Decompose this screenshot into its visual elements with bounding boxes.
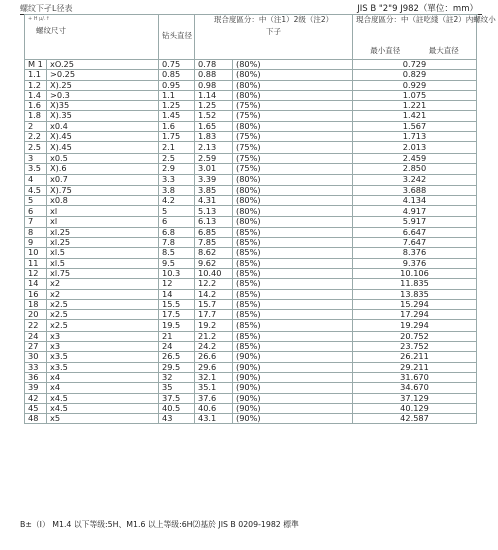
minor-min-cell: 2.850 [353, 163, 477, 174]
thread-size-cell: 24 [25, 331, 47, 341]
engagement-percent-cell: (75%) [233, 111, 353, 121]
reference-diameter-cell: 12.2 [195, 279, 233, 289]
table-row [25, 372, 477, 382]
minor-min-label: 最小直径 [370, 46, 401, 56]
table-row [25, 289, 477, 299]
thread-pitch-cell: X).45 [47, 142, 159, 153]
reference-diameter-cell: 6.85 [195, 227, 233, 237]
thread-size-label: 螺纹尺寸 [36, 26, 66, 36]
thread-pitch-cell: x0.7 [47, 175, 159, 185]
thread-pitch-cell: xl [47, 206, 159, 217]
drill-diameter-cell: 1.25 [159, 101, 195, 111]
table-row [25, 238, 477, 248]
thread-pitch-cell: X).75 [47, 185, 159, 195]
drill-diameter-cell: 40.5 [159, 403, 195, 413]
reference-diameter-cell: 1.65 [195, 121, 233, 131]
table-row [25, 101, 477, 111]
thread-pitch-cell: X).35 [47, 111, 159, 121]
engagement-percent-cell: (85%) [233, 342, 353, 352]
table-row [25, 342, 477, 352]
drill-diameter-cell: 1.6 [159, 121, 195, 131]
drill-diameter-cell: 3.3 [159, 175, 195, 185]
drill-diameter-cell: 1.75 [159, 132, 195, 142]
table-header-row [25, 15, 477, 60]
engagement-percent-cell: (80%) [233, 175, 353, 185]
minor-min-cell: 2.459 [353, 153, 477, 163]
reference-diameter-cell: 9.62 [195, 258, 233, 268]
engagement-percent-cell: (85%) [233, 331, 353, 341]
thread-size-cell: 7 [25, 217, 47, 227]
thread-size-cell: 33 [25, 362, 47, 372]
table-body [25, 60, 477, 424]
table-row [25, 352, 477, 362]
minor-min-cell: 42.587 [353, 414, 477, 424]
table-row [25, 299, 477, 309]
table-row [25, 60, 477, 70]
drill-diameter-cell: 2.9 [159, 163, 195, 174]
reference-diameter-cell: 3.85 [195, 185, 233, 195]
engagement-percent-cell: (75%) [233, 142, 353, 153]
engagement-percent-cell: (85%) [233, 268, 353, 278]
drill-diameter-cell: 6.8 [159, 227, 195, 237]
drill-diameter-cell: 0.75 [159, 60, 195, 70]
drill-diameter-cell: 12 [159, 279, 195, 289]
table-row [25, 206, 477, 217]
thread-size-cell: 20 [25, 310, 47, 320]
reference-diameter-cell: 1.25 [195, 101, 233, 111]
drill-diameter-cell: 0.85 [159, 70, 195, 80]
minor-min-cell: 0.829 [353, 70, 477, 80]
engagement-percent-cell: (90%) [233, 403, 353, 413]
minor-min-cell: 1.075 [353, 90, 477, 100]
minor-max-label: 最大直径 [428, 46, 459, 56]
engagement-percent-cell: (85%) [233, 289, 353, 299]
page-title: 螺纹下孑L径表 [20, 4, 73, 13]
table-row [25, 331, 477, 341]
reference-diameter-cell: 2.59 [195, 153, 233, 163]
drill-diameter-cell: 35 [159, 383, 195, 393]
reference-diameter-cell: 8.62 [195, 248, 233, 258]
drill-diameter-cell: 7.8 [159, 238, 195, 248]
drill-diameter-cell: 6 [159, 217, 195, 227]
thread-size-cell: 10 [25, 248, 47, 258]
reference-diameter-cell: 29.6 [195, 362, 233, 372]
thread-size-cell: 1.8 [25, 111, 47, 121]
engagement-percent-cell: (80%) [233, 80, 353, 90]
reference-diameter-cell: 1.52 [195, 111, 233, 121]
thread-size-cell: 36 [25, 372, 47, 382]
thread-size-cell: 42 [25, 393, 47, 403]
thread-size-cell: 4.5 [25, 185, 47, 195]
thread-pitch-cell: x0.8 [47, 195, 159, 205]
table-row [25, 320, 477, 331]
table-row [25, 185, 477, 195]
minor-min-cell: 34.670 [353, 383, 477, 393]
thread-pitch-cell: X).45 [47, 132, 159, 142]
reference-diameter-cell: 1.14 [195, 90, 233, 100]
table-row [25, 217, 477, 227]
drill-diameter-cell: 21 [159, 331, 195, 341]
reference-diameter-header: 珉合度區分：中（注1）2级（注2） 下子 [195, 15, 353, 60]
drill-diameter-cell: 0.95 [159, 80, 195, 90]
engagement-percent-cell: (90%) [233, 362, 353, 372]
thread-size-cell: 3 [25, 153, 47, 163]
minor-min-cell: 3.688 [353, 185, 477, 195]
minor-min-cell: 10.106 [353, 268, 477, 278]
reference-diameter-cell: 17.7 [195, 310, 233, 320]
minor-min-cell: 17.294 [353, 310, 477, 320]
table-row [25, 121, 477, 131]
drill-diameter-cell: 15.5 [159, 299, 195, 309]
engagement-percent-cell: (85%) [233, 310, 353, 320]
engagement-percent-cell: (80%) [233, 60, 353, 70]
engagement-percent-cell: (80%) [233, 206, 353, 217]
thread-size-cell: 30 [25, 352, 47, 362]
minor-min-cell: 6.647 [353, 227, 477, 237]
table-row [25, 393, 477, 403]
thread-size-cell: 3.5 [25, 163, 47, 174]
engagement-percent-cell: (90%) [233, 414, 353, 424]
reference-diameter-cell: 7.85 [195, 238, 233, 248]
minor-min-cell: 4.134 [353, 195, 477, 205]
thread-size-cell: 1.1 [25, 70, 47, 80]
engagement-percent-cell: (80%) [233, 217, 353, 227]
engagement-percent-cell: (85%) [233, 227, 353, 237]
thread-pitch-cell: x2 [47, 279, 159, 289]
drill-diameter-cell: 3.8 [159, 185, 195, 195]
drill-diameter-cell: 10.3 [159, 268, 195, 278]
thread-pitch-cell: xl.5 [47, 248, 159, 258]
drill-diameter-cell: 37.5 [159, 393, 195, 403]
thread-pitch-cell: X).25 [47, 80, 159, 90]
reference-diameter-cell: 19.2 [195, 320, 233, 331]
thread-pitch-cell: x4.5 [47, 393, 159, 403]
thread-drill-table [24, 14, 496, 424]
minor-min-cell: 31.670 [353, 372, 477, 382]
thread-pitch-cell: xO.25 [47, 60, 159, 70]
table-row [25, 163, 477, 174]
engagement-percent-cell: (85%) [233, 248, 353, 258]
reference-diameter-cell: 24.2 [195, 342, 233, 352]
thread-size-cell: 14 [25, 279, 47, 289]
thread-pitch-cell: >0.25 [47, 70, 159, 80]
thread-size-cell: 48 [25, 414, 47, 424]
minor-min-cell: 7.647 [353, 238, 477, 248]
reference-diameter-cell: 3.01 [195, 163, 233, 174]
minor-min-cell: 15.294 [353, 299, 477, 309]
thread-size-cell: 1.2 [25, 80, 47, 90]
engagement-percent-cell: (80%) [233, 121, 353, 131]
reference-diameter-cell: 0.98 [195, 80, 233, 90]
standard-unit-label: JIS B "2"9 J982（單位：mm） [357, 4, 478, 14]
engagement-percent-cell: (85%) [233, 238, 353, 248]
drill-diameter-cell: 43 [159, 414, 195, 424]
thread-size-cell: 5 [25, 195, 47, 205]
minor-min-cell: 1.713 [353, 132, 477, 142]
thread-size-cell: 11 [25, 258, 47, 268]
reference-diameter-cell: 5.13 [195, 206, 233, 217]
drill-diameter-cell: 1.1 [159, 90, 195, 100]
thread-size-cell: 18 [25, 299, 47, 309]
engagement-percent-cell: (90%) [233, 393, 353, 403]
drill-diameter-cell: 9.5 [159, 258, 195, 268]
minor-min-cell: 20.752 [353, 331, 477, 341]
drill-diameter-cell: 1.45 [159, 111, 195, 121]
thread-pitch-cell: X).6 [47, 163, 159, 174]
table-row [25, 403, 477, 413]
thread-size-cell: 6 [25, 206, 47, 217]
drill-diameter-cell: 14 [159, 289, 195, 299]
engagement-percent-cell: (85%) [233, 320, 353, 331]
minor-min-cell: 4.917 [353, 206, 477, 217]
reference-diameter-cell: 3.39 [195, 175, 233, 185]
reference-diameter-cell: 26.6 [195, 352, 233, 362]
reference-diameter-cell: 35.1 [195, 383, 233, 393]
thread-size-cell: 39 [25, 383, 47, 393]
thread-pitch-cell: xl.75 [47, 268, 159, 278]
thread-pitch-cell: x3.5 [47, 362, 159, 372]
minor-min-cell: 23.752 [353, 342, 477, 352]
table-row [25, 258, 477, 268]
drill-diameter-cell: 32 [159, 372, 195, 382]
reference-diameter-cell: 40.6 [195, 403, 233, 413]
table-row [25, 111, 477, 121]
minor-min-cell: 0.729 [353, 60, 477, 70]
thread-pitch-cell: x0.4 [47, 121, 159, 131]
thread-size-cell: 2 [25, 121, 47, 131]
reference-diameter-cell: 0.88 [195, 70, 233, 80]
minor-min-cell: 1.421 [353, 111, 477, 121]
drill-diameter-cell: 24 [159, 342, 195, 352]
minor-min-cell: 3.242 [353, 175, 477, 185]
footnote: B±（I） M1.4 以下等级:5H、M1.6 以上等级:6H⑵基於 JIS B 0209-1982 標準 [20, 520, 299, 529]
drill-diameter-cell: 4.2 [159, 195, 195, 205]
thread-pitch-cell: x0.5 [47, 153, 159, 163]
thread-size-subheader: + H μ/.↑ [28, 16, 50, 22]
thread-pitch-cell: x2 [47, 289, 159, 299]
drill-diameter-cell: 5 [159, 206, 195, 217]
engagement-percent-cell: (85%) [233, 299, 353, 309]
table-row [25, 248, 477, 258]
engagement-percent-cell: (90%) [233, 352, 353, 362]
minor-min-cell: 9.376 [353, 258, 477, 268]
drill-diameter-cell: 2.1 [159, 142, 195, 153]
drill-diameter-cell: 17.5 [159, 310, 195, 320]
thread-size-cell: 1.6 [25, 101, 47, 111]
reference-diameter-cell: 0.78 [195, 60, 233, 70]
thread-pitch-cell: x4 [47, 372, 159, 382]
table-row [25, 153, 477, 163]
drill-diameter-cell: 19.5 [159, 320, 195, 331]
table-row [25, 268, 477, 278]
thread-pitch-cell: x3.5 [47, 352, 159, 362]
engagement-percent-cell: (90%) [233, 383, 353, 393]
table-row [25, 90, 477, 100]
table-row [25, 310, 477, 320]
reference-diameter-cell: 32.1 [195, 372, 233, 382]
thread-pitch-cell: x2.5 [47, 299, 159, 309]
thread-pitch-cell: xl.5 [47, 258, 159, 268]
table-row [25, 383, 477, 393]
engagement-percent-cell: (75%) [233, 163, 353, 174]
engagement-percent-cell: (80%) [233, 90, 353, 100]
engagement-percent-cell: (80%) [233, 185, 353, 195]
engagement-percent-cell: (90%) [233, 372, 353, 382]
thread-pitch-cell: x2.5 [47, 320, 159, 331]
table-row [25, 227, 477, 237]
thread-size-cell: 4 [25, 175, 47, 185]
drill-diameter-cell: 29.5 [159, 362, 195, 372]
table-row [25, 175, 477, 185]
thread-size-cell: 9 [25, 238, 47, 248]
thread-pitch-cell: x2.5 [47, 310, 159, 320]
table-row [25, 195, 477, 205]
table-row [25, 362, 477, 372]
thread-pitch-cell: xl.25 [47, 238, 159, 248]
minor-min-cell: 5.917 [353, 217, 477, 227]
thread-size-cell: 12 [25, 268, 47, 278]
engagement-percent-cell: (75%) [233, 101, 353, 111]
thread-size-cell: 16 [25, 289, 47, 299]
table-row [25, 80, 477, 90]
thread-size-cell: 2.2 [25, 132, 47, 142]
minor-min-cell: 37.129 [353, 393, 477, 403]
reference-diameter-cell: 6.13 [195, 217, 233, 227]
minor-min-cell: 26.211 [353, 352, 477, 362]
minor-min-cell: 40.129 [353, 403, 477, 413]
drill-diameter-cell: 2.5 [159, 153, 195, 163]
minor-min-cell: 29.211 [353, 362, 477, 372]
thread-pitch-cell: X)35 [47, 101, 159, 111]
thread-size-cell: 2.5 [25, 142, 47, 153]
drill-diameter-cell: 8.5 [159, 248, 195, 258]
drill-diameter-header: 钻头直径 [159, 15, 195, 60]
table-row [25, 132, 477, 142]
drill-diameter-cell: 26.5 [159, 352, 195, 362]
minor-min-cell: 2.013 [353, 142, 477, 153]
minor-min-cell: 13.835 [353, 289, 477, 299]
thread-size-cell: 22 [25, 320, 47, 331]
thread-size-cell: 45 [25, 403, 47, 413]
engagement-percent-cell: (80%) [233, 70, 353, 80]
thread-pitch-cell: x3 [47, 342, 159, 352]
thread-size-cell: 8 [25, 227, 47, 237]
reference-diameter-cell: 1.83 [195, 132, 233, 142]
reference-diameter-cell: 21.2 [195, 331, 233, 341]
reference-diameter-cell: 4.31 [195, 195, 233, 205]
reference-diameter-cell: 10.40 [195, 268, 233, 278]
engagement-percent-cell: (85%) [233, 279, 353, 289]
thread-pitch-cell: x4.5 [47, 403, 159, 413]
reference-diameter-cell: 2.13 [195, 142, 233, 153]
table-row [25, 142, 477, 153]
table-row [25, 279, 477, 289]
reference-diameter-cell: 37.6 [195, 393, 233, 403]
engagement-percent-cell: (85%) [233, 258, 353, 268]
thread-pitch-cell: xl.25 [47, 227, 159, 237]
thread-pitch-cell: >0.3 [47, 90, 159, 100]
table-row [25, 70, 477, 80]
minor-diameter-header: 現合度區分：中（註吃綫（註2）内螺纹小 最小直径 最大直径 [353, 15, 477, 60]
engagement-percent-cell: (75%) [233, 132, 353, 142]
minor-min-cell: 11.835 [353, 279, 477, 289]
minor-min-cell: 1.221 [353, 101, 477, 111]
thread-size-cell: M 1 [25, 60, 47, 70]
engagement-percent-cell: (80%) [233, 195, 353, 205]
engagement-percent-cell: (75%) [233, 153, 353, 163]
minor-min-cell: 0.929 [353, 80, 477, 90]
minor-min-cell: 1.567 [353, 121, 477, 131]
thread-size-cell: 27 [25, 342, 47, 352]
reference-diameter-cell: 14.2 [195, 289, 233, 299]
table-row [25, 414, 477, 424]
thread-size-cell: 1.4 [25, 90, 47, 100]
thread-pitch-cell: x4 [47, 383, 159, 393]
thread-pitch-cell: xl [47, 217, 159, 227]
reference-diameter-cell: 15.7 [195, 299, 233, 309]
minor-min-cell: 19.294 [353, 320, 477, 331]
reference-diameter-cell: 43.1 [195, 414, 233, 424]
minor-min-cell: 8.376 [353, 248, 477, 258]
thread-pitch-cell: x3 [47, 331, 159, 341]
thread-pitch-cell: x5 [47, 414, 159, 424]
thread-size-header [25, 15, 159, 60]
